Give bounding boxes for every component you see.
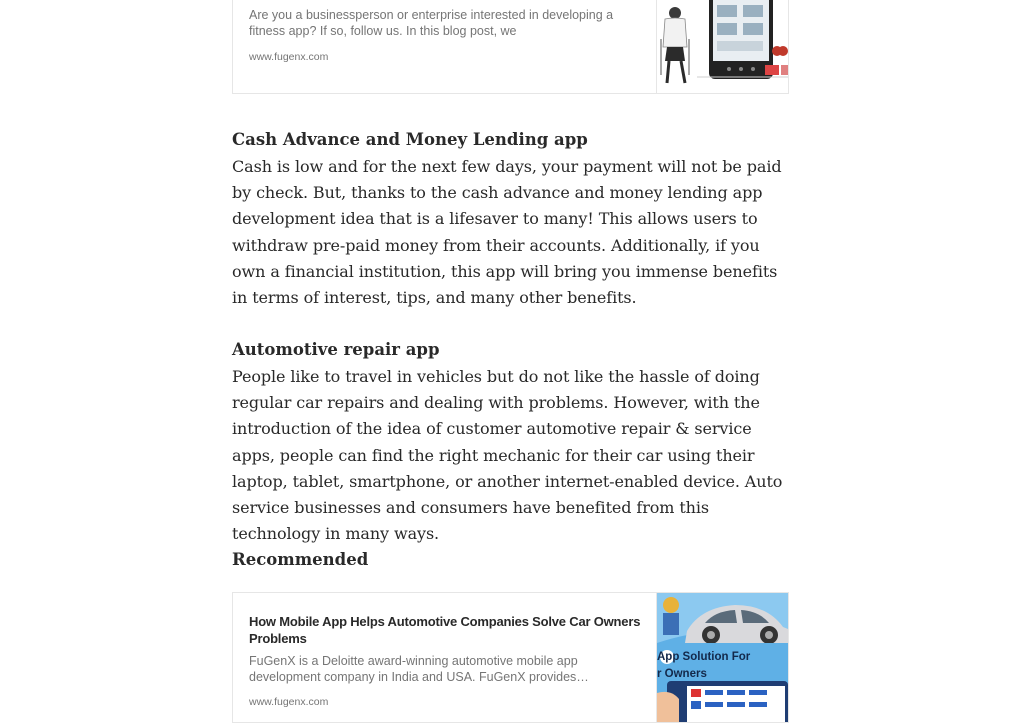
link-preview-card-fitness[interactable] [232,0,789,94]
section-heading: Automotive repair app [232,340,440,359]
card-description: Are you a businessperson or enterprise interested in developing a fitness app? If so, follow us. In this blog post, we [249,8,614,38]
card-text [249,613,641,685]
card-domain: www.fugenx.com [249,51,329,63]
card-thumbnail [656,0,788,93]
card-title: How Mobile App Helps Automotive Companies Solve Car Owners Problems [249,614,641,646]
section-cash-advance [232,129,792,311]
link-preview-card-automotive[interactable] [232,592,789,723]
section-automotive-repair [232,339,792,547]
recommended-section [232,549,792,571]
card-domain: www.fugenx.com [249,696,329,708]
section-body: Cash is low and for the next few days, your payment will not be paid by check. But, thanks to the cash advance and money lending app development idea that is a lifesaver to many! This allows users to withdraw pre-paid money from their accounts. Additionally, if you own a financial institution, this app will bring you immense benefits in terms of interest, tips, and many other benefits. [232,157,782,308]
thumbnail-caption-line: r Owners [657,668,707,680]
recommended-heading: Recommended [232,550,369,569]
section-body: People like to travel in vehicles but do not like the hassle of doing regular car repairs and dealing with problems. However, with the introduction of the idea of customer automotive repair & service apps, people can find the right mechanic for their car using their laptop, tablet, smartphone, or another internet-enabled device. Auto service businesses and consumers have benefited from this technology in many ways. [232,367,783,544]
card-description: FuGenX is a Deloitte award-winning automotive mobile app development company in India and USA. FuGenX provides… [249,654,589,684]
fitness-app-illustration-icon [657,0,788,93]
section-heading: Cash Advance and Money Lending app [232,130,588,149]
card-text [249,7,641,41]
thumbnail-caption-line: App Solution For [657,651,751,663]
thumbnail-caption [657,649,750,683]
card-thumbnail [656,593,788,722]
